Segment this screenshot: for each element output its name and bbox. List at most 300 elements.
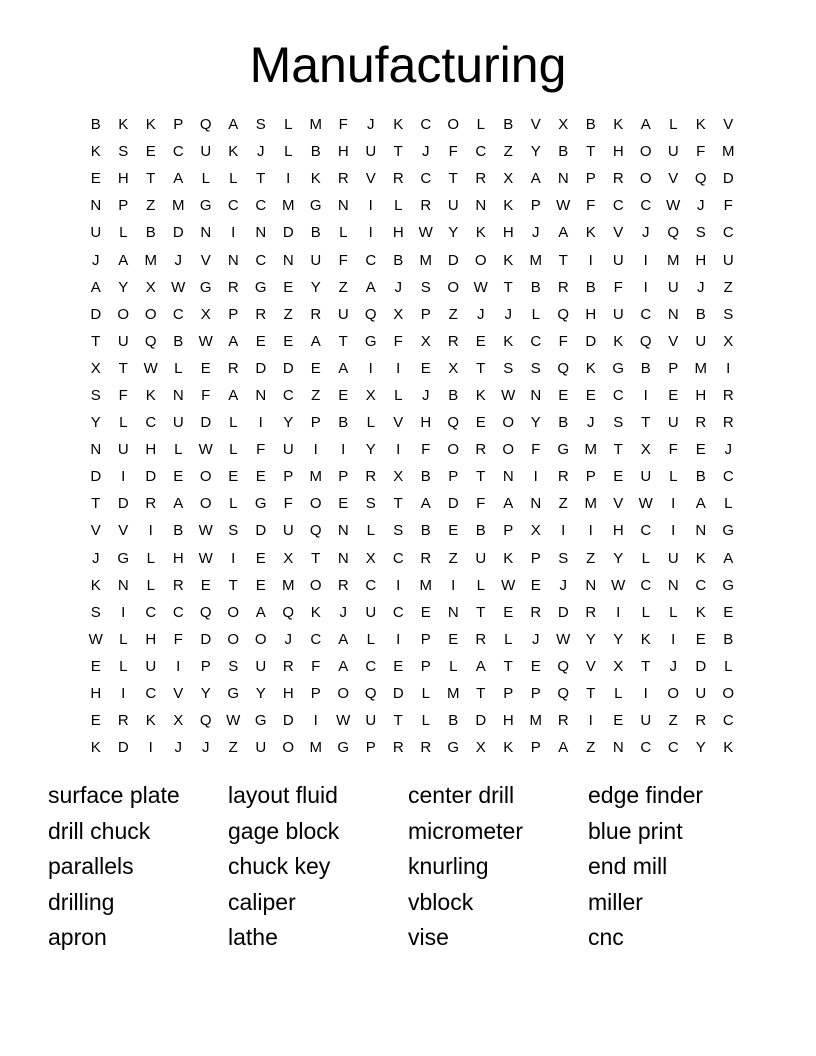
grid-letter: H bbox=[585, 305, 597, 323]
grid-letter: G bbox=[557, 441, 570, 459]
grid-letter: L bbox=[119, 657, 128, 675]
grid-letter: Z bbox=[311, 386, 321, 404]
grid-letter: L bbox=[724, 495, 733, 513]
grid-letter: U bbox=[667, 414, 679, 432]
grid-letter: I bbox=[121, 685, 126, 703]
grid-letter: P bbox=[530, 739, 541, 757]
grid-letter: E bbox=[420, 359, 431, 377]
grid-letter: L bbox=[421, 685, 430, 703]
grid-letter: X bbox=[90, 359, 101, 377]
grid-letter: E bbox=[145, 143, 156, 161]
grid-letter: Q bbox=[557, 657, 570, 675]
grid-letter: W bbox=[501, 576, 516, 594]
grid-letter: P bbox=[420, 630, 431, 648]
grid-letter: F bbox=[696, 143, 706, 161]
grid-letter: N bbox=[695, 522, 707, 540]
grid-letter: Q bbox=[557, 685, 570, 703]
grid-letter: Z bbox=[558, 495, 568, 513]
grid-letter: D bbox=[117, 739, 129, 757]
grid-letter: J bbox=[367, 116, 375, 134]
grid-letter: K bbox=[90, 576, 101, 594]
grid-letter: U bbox=[695, 685, 707, 703]
grid-letter: D bbox=[90, 305, 102, 323]
grid-letter: M bbox=[529, 251, 542, 269]
grid-letter: B bbox=[585, 278, 596, 296]
grid-letter: E bbox=[255, 468, 266, 486]
grid-letter: M bbox=[309, 116, 322, 134]
grid-letter: C bbox=[365, 657, 377, 675]
grid-letter: A bbox=[365, 278, 376, 296]
grid-letter: L bbox=[504, 630, 513, 648]
grid-letter: H bbox=[695, 251, 707, 269]
grid-letter: M bbox=[309, 468, 322, 486]
grid-letter: X bbox=[365, 549, 376, 567]
grid-letter: F bbox=[338, 251, 348, 269]
grid-letter: I bbox=[121, 603, 126, 621]
grid-letter: X bbox=[530, 522, 541, 540]
grid-letter: T bbox=[641, 414, 651, 432]
grid-letter: P bbox=[530, 197, 541, 215]
grid-letter: V bbox=[668, 332, 679, 350]
grid-letter: U bbox=[310, 251, 322, 269]
grid-letter: I bbox=[561, 522, 566, 540]
grid-letter: L bbox=[284, 143, 293, 161]
puzzle-title: Manufacturing bbox=[249, 37, 567, 93]
grid-letter: S bbox=[90, 386, 101, 404]
word-list-item: drill chuck bbox=[48, 817, 151, 844]
grid-letter: R bbox=[557, 712, 569, 730]
word-list bbox=[48, 778, 768, 956]
word-list-item: knurling bbox=[408, 853, 489, 879]
grid-letter: L bbox=[366, 522, 375, 540]
grid-letter: B bbox=[145, 224, 156, 242]
grid-letter: H bbox=[172, 549, 184, 567]
grid-letter: R bbox=[530, 603, 542, 621]
grid-letter: I bbox=[396, 576, 401, 594]
grid-letter: F bbox=[723, 197, 733, 215]
grid-letter: T bbox=[558, 251, 568, 269]
grid-row bbox=[82, 436, 742, 463]
grid-letter: W bbox=[171, 278, 186, 296]
grid-letter: O bbox=[282, 739, 295, 757]
grid-letter: G bbox=[309, 197, 322, 215]
grid-letter: O bbox=[722, 685, 735, 703]
grid-row bbox=[82, 111, 742, 138]
grid-letter: Z bbox=[723, 278, 733, 296]
grid-letter: U bbox=[90, 224, 102, 242]
grid-letter: M bbox=[282, 197, 295, 215]
grid-letter: B bbox=[695, 468, 706, 486]
grid-letter: L bbox=[146, 549, 155, 567]
grid-letter: Y bbox=[90, 414, 101, 432]
grid-letter: Q bbox=[199, 712, 212, 730]
grid-letter: U bbox=[667, 143, 679, 161]
grid-letter: M bbox=[667, 251, 680, 269]
grid-letter: O bbox=[337, 685, 350, 703]
grid-letter: N bbox=[337, 197, 349, 215]
grid-letter: K bbox=[118, 116, 129, 134]
grid-letter: Z bbox=[448, 305, 458, 323]
grid-letter: K bbox=[393, 116, 404, 134]
grid-letter: P bbox=[173, 116, 184, 134]
grid-letter: X bbox=[365, 386, 376, 404]
grid-letter: H bbox=[145, 441, 157, 459]
grid-letter: I bbox=[231, 224, 236, 242]
grid-letter: D bbox=[200, 630, 212, 648]
grid-letter: P bbox=[530, 549, 541, 567]
grid-letter: W bbox=[88, 630, 103, 648]
grid-letter: L bbox=[394, 386, 403, 404]
grid-letter: E bbox=[723, 603, 734, 621]
word-list-item: layout fluid bbox=[228, 782, 338, 808]
grid-letter: B bbox=[640, 359, 651, 377]
grid-letter: I bbox=[643, 386, 648, 404]
grid-row bbox=[82, 734, 742, 761]
grid-letter: G bbox=[722, 576, 735, 594]
grid-letter: T bbox=[476, 468, 486, 486]
grid-letter: N bbox=[585, 576, 597, 594]
grid-letter: K bbox=[695, 603, 706, 621]
grid-letter: S bbox=[558, 549, 569, 567]
grid-letter: N bbox=[90, 441, 102, 459]
grid-letter: K bbox=[613, 116, 624, 134]
grid-letter: U bbox=[255, 739, 267, 757]
grid-letter: O bbox=[199, 495, 212, 513]
grid-letter: R bbox=[117, 712, 129, 730]
grid-letter: G bbox=[199, 197, 212, 215]
grid-letter: C bbox=[640, 197, 652, 215]
grid-letter: L bbox=[229, 170, 238, 188]
grid-letter: G bbox=[722, 522, 735, 540]
grid-letter: W bbox=[198, 441, 213, 459]
grid-letter: J bbox=[257, 143, 265, 161]
grid-letter: M bbox=[584, 441, 597, 459]
grid-letter: O bbox=[447, 116, 460, 134]
grid-letter: W bbox=[501, 386, 516, 404]
grid-letter: W bbox=[198, 549, 213, 567]
grid-letter: D bbox=[117, 495, 129, 513]
grid-row bbox=[82, 517, 742, 544]
grid-letter: Q bbox=[282, 603, 295, 621]
grid-letter: O bbox=[117, 305, 130, 323]
grid-letter: F bbox=[256, 441, 266, 459]
grid-letter: Z bbox=[228, 739, 238, 757]
word-list-item: chuck key bbox=[228, 853, 331, 879]
grid-letter: I bbox=[643, 251, 648, 269]
grid-letter: V bbox=[173, 685, 184, 703]
grid-letter: N bbox=[255, 386, 267, 404]
grid-letter: X bbox=[613, 657, 624, 675]
grid-letter: C bbox=[640, 739, 652, 757]
grid-letter: J bbox=[669, 657, 677, 675]
grid-letter: J bbox=[642, 224, 650, 242]
grid-letter: M bbox=[722, 143, 735, 161]
grid-letter: I bbox=[451, 576, 456, 594]
grid-letter: D bbox=[145, 468, 157, 486]
grid-letter: I bbox=[313, 441, 318, 459]
grid-letter: E bbox=[200, 576, 211, 594]
grid-letter: R bbox=[475, 630, 487, 648]
word-list-item: lathe bbox=[228, 924, 278, 950]
grid-letter: U bbox=[695, 332, 707, 350]
grid-row bbox=[82, 653, 742, 680]
grid-letter: C bbox=[612, 386, 624, 404]
grid-letter: E bbox=[530, 657, 541, 675]
grid-letter: V bbox=[585, 657, 596, 675]
grid-letter: H bbox=[612, 522, 624, 540]
grid-letter: N bbox=[667, 305, 679, 323]
grid-letter: U bbox=[612, 305, 624, 323]
grid-letter: C bbox=[420, 170, 432, 188]
grid-letter: P bbox=[503, 685, 514, 703]
grid-letter: F bbox=[586, 197, 596, 215]
grid-letter: A bbox=[695, 495, 706, 513]
grid-letter: J bbox=[724, 441, 732, 459]
grid-letter: C bbox=[310, 630, 322, 648]
grid-letter: A bbox=[173, 495, 184, 513]
grid-letter: B bbox=[90, 116, 101, 134]
grid-letter: A bbox=[118, 251, 129, 269]
grid-letter: O bbox=[227, 630, 240, 648]
grid-letter: Q bbox=[199, 603, 212, 621]
grid-row bbox=[82, 192, 742, 219]
grid-letter: Y bbox=[530, 414, 541, 432]
grid-letter: X bbox=[393, 468, 404, 486]
word-list-item: vblock bbox=[408, 888, 474, 915]
grid-letter: D bbox=[447, 251, 459, 269]
grid-letter: T bbox=[338, 332, 348, 350]
grid-letter: L bbox=[201, 170, 210, 188]
grid-letter: P bbox=[668, 359, 679, 377]
grid-letter: Z bbox=[668, 712, 678, 730]
grid-letter: K bbox=[613, 332, 624, 350]
grid-letter: N bbox=[90, 197, 102, 215]
grid-letter: T bbox=[91, 332, 101, 350]
grid-letter: F bbox=[283, 495, 293, 513]
grid-letter: C bbox=[722, 712, 734, 730]
grid-letter: V bbox=[613, 224, 624, 242]
grid-letter: B bbox=[420, 522, 431, 540]
grid-letter: D bbox=[722, 170, 734, 188]
grid-letter: I bbox=[588, 522, 593, 540]
grid-letter: Y bbox=[118, 278, 129, 296]
grid-letter: L bbox=[366, 414, 375, 432]
grid-letter: A bbox=[228, 116, 239, 134]
grid-letter: F bbox=[393, 332, 403, 350]
grid-letter: R bbox=[695, 712, 707, 730]
grid-letter: A bbox=[640, 116, 651, 134]
grid-letter: A bbox=[255, 603, 266, 621]
grid-letter: B bbox=[448, 386, 459, 404]
grid-letter: W bbox=[666, 197, 681, 215]
grid-letter: L bbox=[421, 712, 430, 730]
grid-letter: I bbox=[643, 278, 648, 296]
grid-row bbox=[82, 382, 742, 409]
grid-row bbox=[82, 599, 742, 626]
grid-letter: T bbox=[311, 549, 321, 567]
grid-letter: T bbox=[91, 495, 101, 513]
grid-letter: B bbox=[173, 332, 184, 350]
grid-letter: A bbox=[228, 332, 239, 350]
grid-letter: T bbox=[476, 359, 486, 377]
grid-letter: C bbox=[640, 576, 652, 594]
grid-letter: V bbox=[668, 170, 679, 188]
grid-letter: Q bbox=[667, 224, 680, 242]
grid-letter: S bbox=[695, 224, 706, 242]
grid-letter: P bbox=[283, 468, 294, 486]
grid-letter: H bbox=[282, 685, 294, 703]
grid-letter: F bbox=[476, 495, 486, 513]
grid-letter: Y bbox=[695, 739, 706, 757]
grid-letter: U bbox=[200, 143, 212, 161]
grid-letter: H bbox=[117, 170, 129, 188]
grid-letter: Z bbox=[586, 739, 596, 757]
grid-letter: R bbox=[722, 386, 734, 404]
grid-letter: I bbox=[176, 657, 181, 675]
grid-letter: Y bbox=[365, 441, 376, 459]
grid-letter: U bbox=[117, 441, 129, 459]
grid-letter: T bbox=[641, 657, 651, 675]
grid-letter: X bbox=[448, 359, 459, 377]
grid-row bbox=[82, 572, 742, 599]
grid-letter: I bbox=[148, 522, 153, 540]
word-list-item: gage block bbox=[228, 817, 340, 844]
grid-letter: P bbox=[200, 657, 211, 675]
grid-letter: D bbox=[282, 224, 294, 242]
grid-letter: L bbox=[669, 603, 678, 621]
grid-letter: A bbox=[723, 549, 734, 567]
grid-letter: E bbox=[695, 630, 706, 648]
grid-letter: T bbox=[256, 170, 266, 188]
grid-letter: R bbox=[585, 603, 597, 621]
grid-letter: R bbox=[420, 549, 432, 567]
grid-letter: X bbox=[640, 441, 651, 459]
grid-letter: S bbox=[118, 143, 129, 161]
grid-letter: K bbox=[145, 116, 156, 134]
grid-letter: O bbox=[639, 143, 652, 161]
grid-letter: W bbox=[638, 495, 653, 513]
grid-letter: E bbox=[90, 170, 101, 188]
grid-letter: M bbox=[419, 251, 432, 269]
grid-letter: J bbox=[422, 386, 430, 404]
grid-letter: U bbox=[282, 522, 294, 540]
grid-letter: P bbox=[310, 414, 321, 432]
grid-letter: P bbox=[310, 685, 321, 703]
grid-letter: B bbox=[338, 414, 349, 432]
grid-letter: A bbox=[503, 495, 514, 513]
grid-letter: D bbox=[695, 657, 707, 675]
grid-letter: H bbox=[420, 414, 432, 432]
grid-letter: K bbox=[310, 170, 321, 188]
grid-letter: K bbox=[503, 197, 514, 215]
grid-letter: F bbox=[201, 386, 211, 404]
grid-letter: B bbox=[723, 630, 734, 648]
grid-letter: I bbox=[726, 359, 731, 377]
grid-letter: N bbox=[227, 251, 239, 269]
grid-letter: H bbox=[502, 712, 514, 730]
grid-letter: I bbox=[286, 170, 291, 188]
grid-letter: E bbox=[228, 468, 239, 486]
grid-letter: D bbox=[392, 685, 404, 703]
grid-letter: I bbox=[121, 468, 126, 486]
grid-letter: E bbox=[503, 603, 514, 621]
grid-letter: U bbox=[365, 712, 377, 730]
grid-letter: Z bbox=[503, 143, 513, 161]
grid-letter: D bbox=[255, 359, 267, 377]
grid-letter: D bbox=[200, 414, 212, 432]
grid-letter: M bbox=[447, 685, 460, 703]
grid-letter: U bbox=[172, 414, 184, 432]
grid-letter: F bbox=[311, 657, 321, 675]
grid-letter: J bbox=[532, 630, 540, 648]
grid-letter: E bbox=[338, 386, 349, 404]
grid-letter: C bbox=[145, 603, 157, 621]
grid-letter: C bbox=[145, 414, 157, 432]
grid-letter: R bbox=[227, 359, 239, 377]
grid-letter: V bbox=[723, 116, 734, 134]
grid-letter: T bbox=[146, 170, 156, 188]
grid-letter: Q bbox=[364, 305, 377, 323]
grid-letter: L bbox=[476, 116, 485, 134]
grid-letter: E bbox=[668, 386, 679, 404]
grid-letter: K bbox=[503, 251, 514, 269]
grid-letter: H bbox=[502, 224, 514, 242]
grid-letter: E bbox=[613, 468, 624, 486]
grid-row bbox=[82, 301, 742, 328]
grid-letter: Z bbox=[283, 305, 293, 323]
grid-letter: C bbox=[392, 603, 404, 621]
grid-letter: F bbox=[531, 441, 541, 459]
grid-letter: R bbox=[365, 468, 377, 486]
grid-letter: D bbox=[557, 603, 569, 621]
grid-letter: O bbox=[474, 251, 487, 269]
grid-letter: I bbox=[671, 522, 676, 540]
grid-letter: K bbox=[228, 143, 239, 161]
grid-letter: J bbox=[92, 549, 100, 567]
grid-letter: U bbox=[640, 712, 652, 730]
grid-letter: X bbox=[283, 549, 294, 567]
grid-letter: L bbox=[669, 116, 678, 134]
grid-letter: S bbox=[613, 414, 624, 432]
grid-letter: C bbox=[172, 143, 184, 161]
grid-letter: D bbox=[447, 495, 459, 513]
grid-letter: S bbox=[503, 359, 514, 377]
grid-letter: F bbox=[448, 143, 458, 161]
grid-letter: R bbox=[310, 305, 322, 323]
grid-letter: S bbox=[393, 522, 404, 540]
grid-letter: I bbox=[588, 251, 593, 269]
grid-letter: Z bbox=[448, 549, 458, 567]
grid-letter: O bbox=[199, 468, 212, 486]
grid-letter: Q bbox=[694, 170, 707, 188]
word-list-item: parallels bbox=[48, 853, 134, 879]
grid-letter: N bbox=[667, 576, 679, 594]
grid-letter: N bbox=[475, 197, 487, 215]
grid-letter: X bbox=[723, 332, 734, 350]
grid-letter: O bbox=[447, 278, 460, 296]
grid-letter: U bbox=[722, 251, 734, 269]
grid-letter: G bbox=[364, 332, 377, 350]
grid-letter: W bbox=[198, 332, 213, 350]
word-list-item: micrometer bbox=[408, 817, 524, 844]
grid-letter: C bbox=[365, 251, 377, 269]
grid-letter: X bbox=[558, 116, 569, 134]
grid-letter: L bbox=[449, 657, 458, 675]
grid-letter: L bbox=[724, 657, 733, 675]
word-list-item: edge finder bbox=[588, 782, 704, 808]
grid-letter: F bbox=[118, 386, 128, 404]
grid-letter: C bbox=[530, 332, 542, 350]
